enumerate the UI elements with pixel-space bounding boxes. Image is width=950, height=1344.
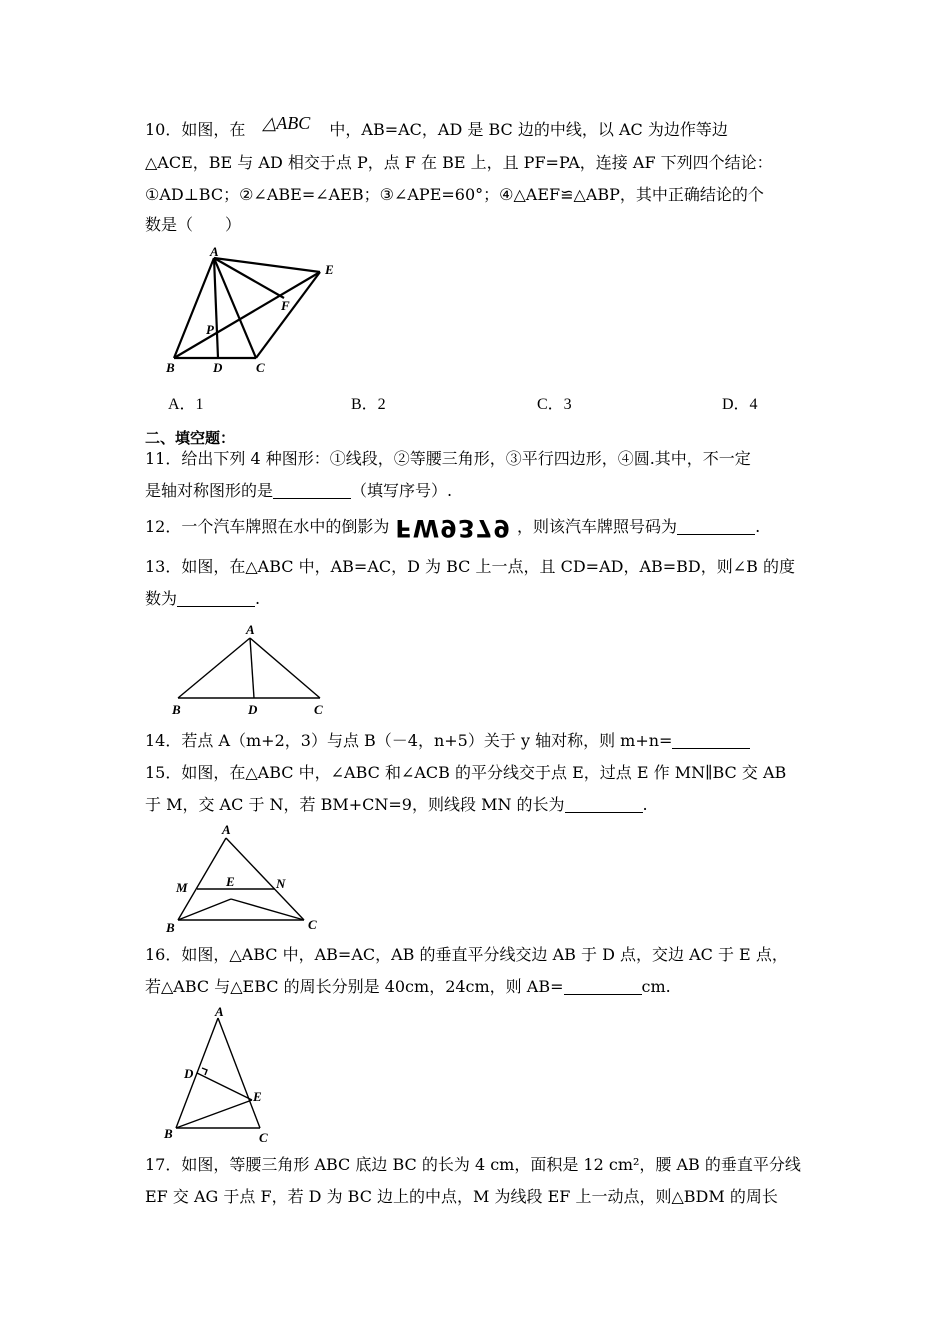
q12-answer-blank[interactable]	[677, 518, 755, 535]
q16-figure	[160, 1004, 290, 1144]
q10-line-1: 10．如图，在 △ABC 中，AB=AC，AD 是 BC 边的中线，以 AC 为边作等边	[145, 113, 728, 139]
q10-label-d: D	[213, 360, 223, 375]
q15-label-n: N	[276, 876, 286, 891]
q11-line-2: 是轴对称图形的是 （填写序号）.	[145, 481, 453, 500]
section-heading: 二、填空题：	[145, 429, 236, 447]
q10-label-b: B	[166, 360, 175, 375]
q13-answer-blank[interactable]	[177, 590, 255, 607]
q14-line: 14．若点 A（m+2，3）与点 B（－4，n+5）关于 y 轴对称，则 m+n=	[145, 730, 750, 752]
q10-label-e: E	[325, 262, 334, 277]
q10-line-3: ①AD⊥BC；②∠ABE=∠AEB；③∠APE=60°；④△AEF≌△ABP，其中正确结论的个	[145, 185, 764, 204]
q17-line-2: EF 交 AG 于点 F，若 D 为 BC 边上的中点，M 为线段 EF 上一动点，则△BDM 的周长	[145, 1187, 778, 1206]
q10-label-p: P	[206, 322, 214, 337]
q13-label-a: A	[246, 622, 255, 637]
q10-figure	[160, 240, 360, 380]
q16-answer-blank[interactable]	[564, 978, 642, 995]
q13-label-c: C	[314, 702, 323, 717]
q10-label-c: C	[256, 360, 265, 375]
q15-figure	[166, 822, 340, 935]
license-plate-reflection: FW9379	[395, 514, 512, 542]
q17-line-1: 17．如图，等腰三角形 ABC 底边 BC 的长为 4 cm，面积是 12 cm²，腰 AB 的垂直平分线	[145, 1155, 801, 1174]
q16-label-d: D	[184, 1066, 194, 1081]
q10-line-4: 数是（ ）	[145, 215, 242, 234]
q10-line-2: △ACE，BE 与 AD 相交于点 P，点 F 在 BE 上，且 PF=PA，连接 AF 下列四个结论：	[145, 153, 773, 172]
q13-line-1: 13．如图，在△ABC 中，AB=AC，D 为 BC 上一点，且 CD=AD，AB=BD，则∠B 的度	[145, 557, 796, 576]
q15-label-b: B	[166, 920, 175, 935]
q12-line: 12．一个汽车牌照在水中的倒影为 FW9379 ，则该汽车牌照号码为 .	[145, 514, 761, 542]
q15-label-c: C	[308, 917, 317, 932]
q13-label-b: B	[172, 702, 181, 717]
q15-label-m: M	[176, 880, 188, 895]
q10-option-d: D．4	[722, 396, 758, 413]
q11-line-1: 11．给出下列 4 种图形：①线段，②等腰三角形，③平行四边形，④圆.其中，不一定	[145, 449, 751, 468]
q15-line-1: 15．如图，在△ABC 中，∠ABC 和∠ACB 的平分线交于点 E，过点 E 作 MN∥BC 交 AB	[145, 763, 787, 782]
q15-line-2: 于 M，交 AC 于 N，若 BM+CN=9，则线段 MN 的长为 .	[145, 795, 648, 814]
q10-option-b: B．2	[351, 396, 386, 413]
q13-line-2: 数为 .	[145, 589, 261, 608]
q10-label-a: A	[210, 244, 219, 259]
q16-line-1: 16．如图，△ABC 中，AB=AC，AB 的垂直平分线交边 AB 于 D 点，交边 AC 于 E 点，	[145, 945, 788, 964]
q13-label-d: D	[248, 702, 258, 717]
q10-option-a: A．1	[168, 396, 204, 413]
q16-label-a: A	[215, 1004, 224, 1019]
q14-answer-blank[interactable]	[672, 732, 750, 749]
q10-label-f: F	[281, 298, 290, 313]
q16-label-c: C	[259, 1130, 268, 1145]
q16-label-e: E	[253, 1089, 262, 1104]
q10-triangle-symbol: △ABC	[262, 113, 311, 133]
q15-answer-blank[interactable]	[565, 796, 643, 813]
q10-option-c: C．3	[537, 396, 572, 413]
q13-figure	[168, 620, 338, 720]
q11-answer-blank[interactable]	[273, 482, 351, 499]
q15-label-a: A	[222, 822, 231, 837]
q15-label-e: E	[226, 874, 235, 889]
q16-label-b: B	[164, 1126, 173, 1141]
q16-line-2: 若△ABC 与△EBC 的周长分别是 40cm，24cm，则 AB= cm.	[145, 977, 671, 996]
